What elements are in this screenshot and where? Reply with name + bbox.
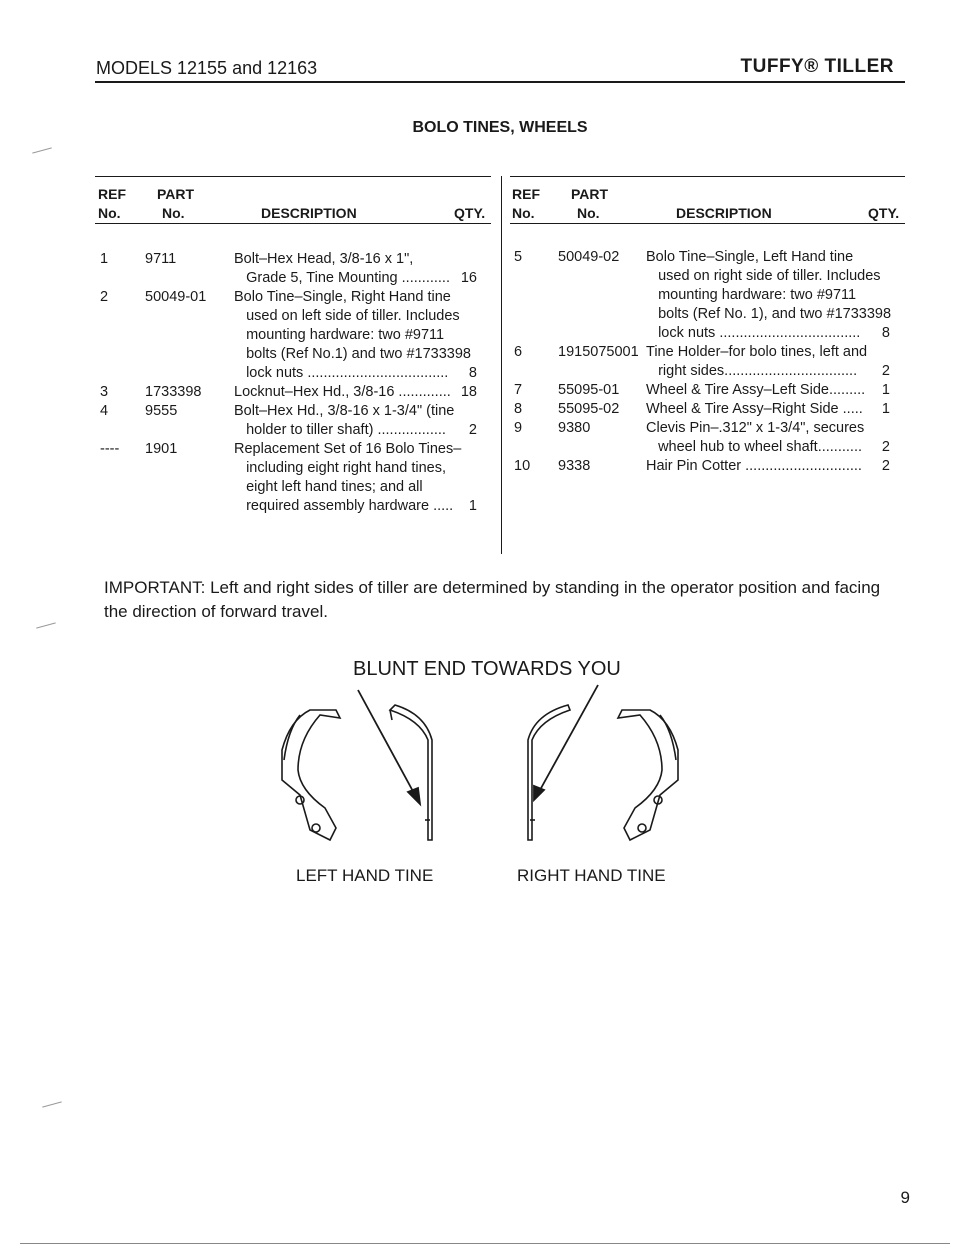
left-arrow-head bbox=[408, 788, 420, 804]
quantity: 16 bbox=[460, 270, 477, 286]
description-line: bolts (Ref No. 1), and two #1733398 bbox=[646, 306, 892, 322]
right-table-top-rule bbox=[510, 176, 905, 177]
part-description bbox=[646, 400, 863, 419]
part-number: 9380 bbox=[558, 420, 591, 436]
description-line: Locknut–Hex Hd., 3/8-16 ............. bbox=[234, 384, 451, 400]
right-ref-header-bottom: No. bbox=[512, 205, 535, 221]
part-number: 9711 bbox=[145, 251, 177, 267]
description-line: Bolo Tine–Single, Left Hand tine bbox=[646, 249, 854, 265]
parts-row bbox=[510, 419, 905, 457]
parts-row bbox=[510, 248, 905, 343]
left-table-header-rule bbox=[95, 223, 491, 224]
description-line: holder to tiller shaft) ................. bbox=[234, 422, 446, 438]
left-hand-tine-edge bbox=[390, 705, 432, 840]
ref-number: 6 bbox=[514, 344, 523, 360]
ref-number: 7 bbox=[514, 382, 523, 398]
description-line: used on left side of tiller. Includes bbox=[234, 308, 460, 324]
description-line: Bolt–Hex Head, 3/8-16 x 1", bbox=[234, 251, 414, 267]
left-table-top-rule bbox=[95, 176, 491, 177]
part-description bbox=[234, 402, 454, 440]
scan-mark bbox=[42, 1101, 62, 1107]
description-line: Hair Pin Cotter ............................. bbox=[646, 458, 862, 474]
parts-row bbox=[95, 250, 495, 288]
product-title: TUFFY® TILLER bbox=[740, 56, 894, 77]
right-qty-header: QTY. bbox=[868, 205, 900, 221]
part-description bbox=[646, 419, 864, 457]
section-title-text: BOLO TINES, WHEELS bbox=[412, 119, 588, 136]
description-line: mounting hardware: two #9711 bbox=[234, 327, 445, 343]
description-line: required assembly hardware ..... bbox=[234, 498, 454, 514]
parts-row bbox=[510, 457, 905, 476]
parts-row bbox=[95, 383, 495, 402]
part-number: 9338 bbox=[558, 458, 591, 474]
parts-row bbox=[510, 381, 905, 400]
description-line: lock nuts ................................... bbox=[234, 365, 449, 381]
part-number: 55095-02 bbox=[558, 401, 620, 417]
section-title bbox=[0, 119, 954, 137]
part-description bbox=[234, 440, 461, 516]
right-description-header: DESCRIPTION bbox=[676, 205, 772, 221]
quantity: 2 bbox=[881, 458, 890, 474]
quantity: 1 bbox=[881, 382, 890, 398]
part-description bbox=[646, 381, 865, 400]
quantity: 8 bbox=[881, 325, 890, 341]
scan-mark bbox=[36, 622, 56, 628]
quantity: 8 bbox=[468, 365, 477, 381]
description-line: mounting hardware: two #9711 bbox=[646, 287, 857, 303]
page-number: 9 bbox=[900, 1188, 910, 1207]
part-number: 1915075001 bbox=[558, 344, 639, 360]
figure-caption: BLUNT END TOWARDS YOU bbox=[353, 658, 621, 680]
right-arrow-shaft bbox=[540, 685, 598, 790]
ref-number: 4 bbox=[100, 403, 109, 419]
left-description-header: DESCRIPTION bbox=[261, 205, 357, 221]
part-number: 9555 bbox=[145, 403, 178, 419]
description-line: eight left hand tines; and all bbox=[234, 479, 423, 495]
part-description bbox=[234, 383, 451, 402]
description-line: Replacement Set of 16 Bolo Tines– bbox=[234, 441, 462, 457]
right-hand-tine-label: RIGHT HAND TINE bbox=[517, 866, 666, 885]
ref-number: 1 bbox=[100, 251, 109, 267]
description-line: bolts (Ref No.1) and two #1733398 bbox=[234, 346, 471, 362]
ref-number: 2 bbox=[100, 289, 109, 305]
left-arrow-shaft bbox=[358, 690, 415, 795]
ref-number: 8 bbox=[514, 401, 523, 417]
parts-row bbox=[510, 400, 905, 419]
quantity: 1 bbox=[468, 498, 477, 514]
description-line: right sides................................. bbox=[646, 363, 858, 379]
footer-rule bbox=[20, 1243, 950, 1244]
header-rule bbox=[95, 81, 905, 83]
left-ref-header-top: REF bbox=[98, 186, 126, 202]
right-arrow-head bbox=[534, 786, 544, 800]
description-line: including eight right hand tines, bbox=[234, 460, 446, 476]
pointer-arrows bbox=[358, 685, 598, 804]
parts-row bbox=[95, 402, 495, 440]
part-number: 50049-02 bbox=[558, 249, 620, 265]
description-line: Clevis Pin–.312" x 1-3/4", secures bbox=[646, 420, 865, 436]
left-hand-tine-label: LEFT HAND TINE bbox=[296, 866, 434, 885]
description-line: Wheel & Tire Assy–Left Side......... bbox=[646, 382, 866, 398]
part-description bbox=[646, 248, 891, 343]
part-description bbox=[646, 457, 862, 476]
important-note: IMPORTANT: Left and right sides of tiller are determined by standing in the operator position and facing the direction of forward travel. bbox=[104, 578, 881, 621]
quantity: 2 bbox=[468, 422, 477, 438]
left-part-header-top: PART bbox=[157, 186, 195, 202]
right-part-header-top: PART bbox=[571, 186, 609, 202]
part-number: 1733398 bbox=[145, 384, 202, 400]
tine-diagram bbox=[270, 680, 690, 850]
part-number: 50049-01 bbox=[145, 289, 207, 305]
description-line: wheel hub to wheel shaft........... bbox=[646, 439, 863, 455]
description-line: Wheel & Tire Assy–Right Side ..... bbox=[646, 401, 863, 417]
parts-row bbox=[95, 440, 495, 516]
models-heading: MODELS 12155 and 12163 bbox=[96, 58, 318, 78]
scan-mark bbox=[32, 147, 52, 153]
ref-number: 3 bbox=[100, 384, 109, 400]
description-line: Tine Holder–for bolo tines, left and bbox=[646, 344, 868, 360]
left-part-header-bottom: No. bbox=[162, 205, 185, 221]
parts-row bbox=[510, 343, 905, 381]
left-qty-header: QTY. bbox=[454, 205, 486, 221]
column-divider bbox=[501, 176, 502, 554]
quantity: 2 bbox=[881, 363, 890, 379]
part-number: 1901 bbox=[145, 441, 178, 457]
left-hand-tine-blade bbox=[282, 710, 340, 840]
ref-number: 5 bbox=[514, 249, 523, 265]
ref-number: ---- bbox=[100, 441, 120, 457]
description-line: used on right side of tiller. Includes bbox=[646, 268, 881, 284]
part-description bbox=[234, 288, 471, 383]
left-ref-header-bottom: No. bbox=[98, 205, 121, 221]
right-part-header-bottom: No. bbox=[577, 205, 600, 221]
quantity: 1 bbox=[881, 401, 890, 417]
part-description bbox=[646, 343, 867, 381]
ref-number: 9 bbox=[514, 420, 523, 436]
description-line: Bolo Tine–Single, Right Hand tine bbox=[234, 289, 451, 305]
right-table-header-rule bbox=[510, 223, 905, 224]
description-line: lock nuts ................................... bbox=[646, 325, 861, 341]
parts-row bbox=[95, 288, 495, 383]
right-ref-header-top: REF bbox=[512, 186, 540, 202]
quantity: 2 bbox=[881, 439, 890, 455]
description-line: Bolt–Hex Hd., 3/8-16 x 1-3/4" (tine bbox=[234, 403, 455, 419]
right-hand-tine-blade bbox=[618, 710, 678, 840]
part-description bbox=[234, 250, 450, 288]
ref-number: 10 bbox=[514, 458, 531, 474]
description-line: Grade 5, Tine Mounting ............ bbox=[234, 270, 450, 286]
quantity: 18 bbox=[460, 384, 477, 400]
part-number: 55095-01 bbox=[558, 382, 620, 398]
